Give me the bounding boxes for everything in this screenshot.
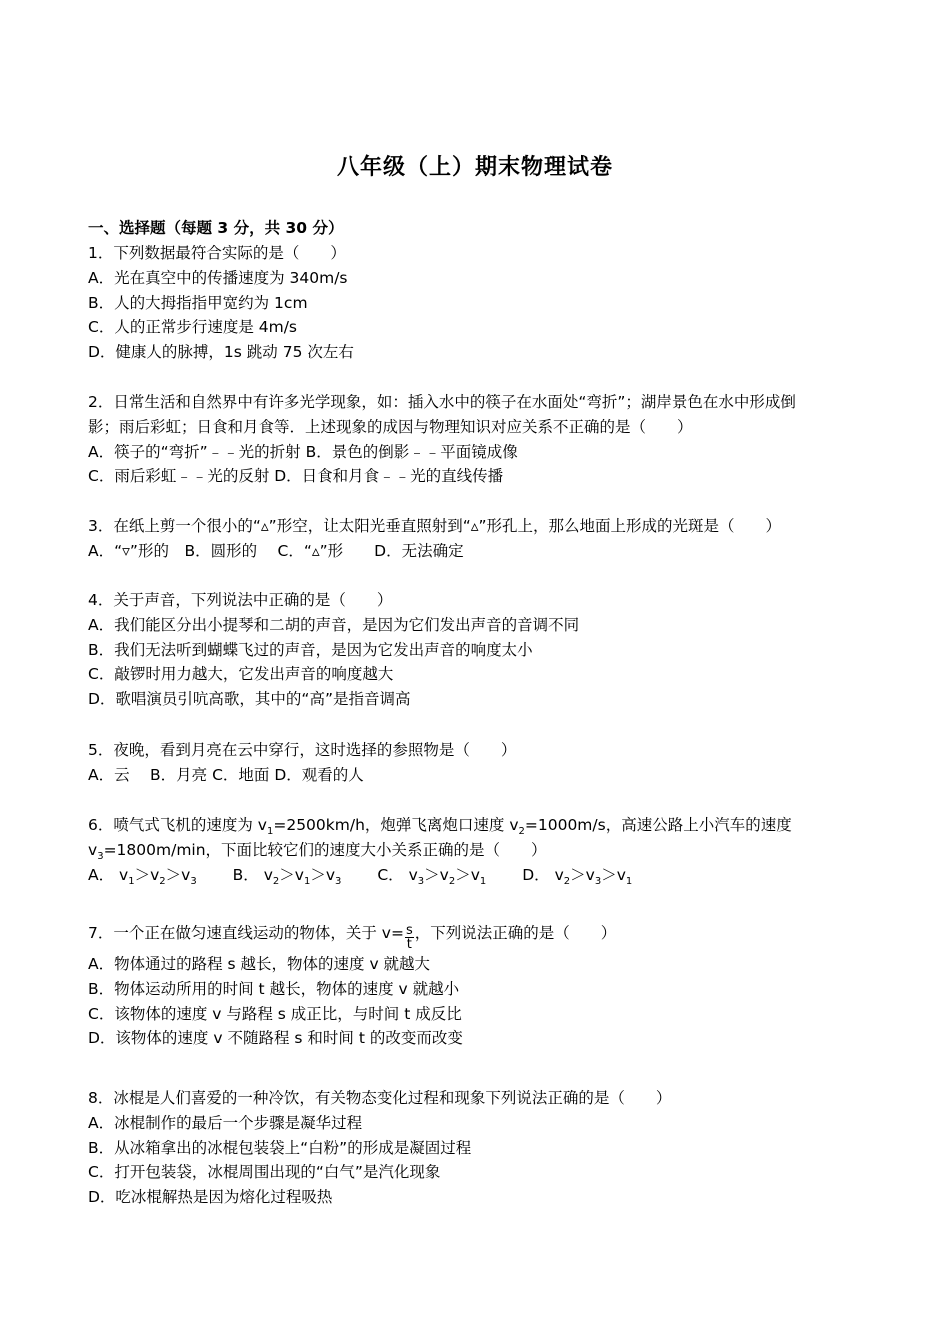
question-5 xyxy=(88,738,868,788)
option-text: ＞v xyxy=(455,865,480,884)
section-heading: 一、选择题（每题 3 分，共 30 分） xyxy=(88,219,344,237)
option-b: B．人的大拇指指甲宽约为 1cm xyxy=(88,293,308,312)
question-stem-line-2: 影；雨后彩虹；日食和月食等．上述现象的成因与物理知识对应关系不正确的是（ ） xyxy=(88,417,693,436)
stem-part: =1800m/min，下面比较它们的速度大小关系正确的是（ ） xyxy=(103,840,547,859)
options-a-b: A．筷子的“弯折”﹣﹣光的折射 B．景色的倒影﹣﹣平面镜成像 xyxy=(88,442,518,461)
subscript: 3 xyxy=(594,875,602,887)
question-3 xyxy=(88,514,868,564)
subscript: 1 xyxy=(128,875,135,887)
question-stem: 3．在纸上剪一个很小的“▵”形空，让太阳光垂直照射到“▵”形孔上，那么地面上形成的光斑是（ ） xyxy=(88,517,782,535)
question-1 xyxy=(88,241,868,365)
option-text: D． v xyxy=(491,865,564,884)
question-6 xyxy=(88,813,868,887)
options: A．云 B．月亮 C．地面 D．观看的人 xyxy=(88,765,364,784)
option-text: ＞v xyxy=(570,865,595,884)
stem-part: v xyxy=(88,840,98,859)
option-a: A．冰棍制作的最后一个步骤是凝华过程 xyxy=(88,1113,363,1132)
subscript: 2 xyxy=(518,826,525,838)
option-text: ＞v xyxy=(134,865,160,884)
question-stem xyxy=(88,918,868,952)
option-a xyxy=(88,865,197,887)
option-c: C．人的正常步行速度是 4m/s xyxy=(88,318,298,337)
subscript: 1 xyxy=(479,875,487,887)
exam-title: 八年级（上）期末物理试卷 xyxy=(336,155,613,180)
option-text: A． v xyxy=(88,865,129,884)
option-a: A．物体通过的路程 s 越长，物体的速度 v 就越大 xyxy=(88,955,431,973)
option-text: ＞v xyxy=(165,865,191,884)
fraction-s-over-t xyxy=(405,924,414,951)
option-d: D．吃冰棍解热是因为熔化过程吸热 xyxy=(88,1188,333,1207)
options: A．“▿”形的 B．圆形的 C．“▵”形 D．无法确定 xyxy=(88,541,464,560)
subscript: 2 xyxy=(272,875,280,887)
option-d: D．该物体的速度 v 不随路程 s 和时间 t 的改变而改变 xyxy=(88,1029,463,1048)
options xyxy=(88,863,868,888)
option-text: ＞v xyxy=(601,865,626,884)
stem-part: ，下列说法正确的是（ ） xyxy=(414,924,617,942)
subscript: 3 xyxy=(335,875,342,887)
question-stem: 8．冰棍是人们喜爱的一种冷饮，有关物态变化过程和现象下列说法正确的是（ ） xyxy=(88,1089,672,1107)
question-2 xyxy=(88,390,868,489)
option-d: D．歌唱演员引吭高歌，其中的“高”是指音调高 xyxy=(88,690,411,709)
subscript: 1 xyxy=(625,875,633,887)
subscript: 2 xyxy=(159,875,166,887)
question-stem-line-2 xyxy=(88,838,868,863)
stem-part: =1000m/s，高速公路上小汽车的速度 xyxy=(524,816,792,834)
subscript: 3 xyxy=(417,875,425,887)
option-b: B．从冰箱拿出的冰棍包装袋上“白粉”的形成是凝固过程 xyxy=(88,1138,472,1157)
subscript: 2 xyxy=(563,875,571,887)
question-8 xyxy=(88,1086,868,1210)
option-d xyxy=(491,865,633,887)
stem-part: 6．喷气式飞机的速度为 v xyxy=(88,816,267,834)
option-a: A．光在真空中的传播速度为 340m/s xyxy=(88,268,348,287)
option-b: B．我们无法听到蝴蝶飞过的声音，是因为它发出声音的响度太小 xyxy=(88,640,533,659)
question-stem-line-1 xyxy=(88,813,868,838)
subscript: 2 xyxy=(448,875,456,887)
subscript: 3 xyxy=(97,850,104,862)
fraction-numerator: s xyxy=(405,923,413,938)
options-c-d: C．雨后彩虹﹣﹣光的反射 D．日食和月食﹣﹣光的直线传播 xyxy=(88,467,504,486)
question-stem: 4．关于声音，下列说法中正确的是（ ） xyxy=(88,591,393,609)
option-c: C．该物体的速度 v 与路程 s 成正比，与时间 t 成反比 xyxy=(88,1004,462,1023)
subscript: 1 xyxy=(303,875,311,887)
question-7 xyxy=(88,918,868,1051)
question-4 xyxy=(88,588,868,712)
option-c xyxy=(346,865,487,887)
option-c: C．打开包装袋，冰棍周围出现的“白气”是汽化现象 xyxy=(88,1163,441,1182)
stem-part: 7．一个正在做匀速直线运动的物体，关于 v= xyxy=(88,924,404,942)
option-text: ＞v xyxy=(310,865,336,884)
option-d: D．健康人的脉搏，1s 跳动 75 次左右 xyxy=(88,343,354,362)
option-text: C． v xyxy=(346,865,418,884)
option-text: ＞v xyxy=(424,865,449,884)
option-c: C．敲锣时用力越大，它发出声音的响度越大 xyxy=(88,665,394,684)
subscript: 3 xyxy=(190,875,197,887)
option-a: A．我们能区分出小提琴和二胡的声音，是因为它们发出声音的音调不同 xyxy=(88,615,580,634)
question-stem-line-1: 2．日常生活和自然界中有许多光学现象，如：插入水中的筷子在水面处“弯折”；湖岸景色在水中形成倒 xyxy=(88,393,796,411)
option-b: B．物体运动所用的时间 t 越长，物体的速度 v 就越小 xyxy=(88,979,460,998)
question-stem: 1．下列数据最符合实际的是（ ） xyxy=(88,244,346,262)
option-text: B． v xyxy=(201,865,273,884)
option-text: ＞v xyxy=(279,865,304,884)
fraction-denominator: t xyxy=(406,937,412,952)
stem-part: =2500km/h，炮弹飞离炮口速度 v xyxy=(273,816,519,834)
question-stem: 5．夜晚，看到月亮在云中穿行，这时选择的参照物是（ ） xyxy=(88,741,517,759)
subscript: 1 xyxy=(266,826,274,838)
option-b xyxy=(201,865,342,887)
